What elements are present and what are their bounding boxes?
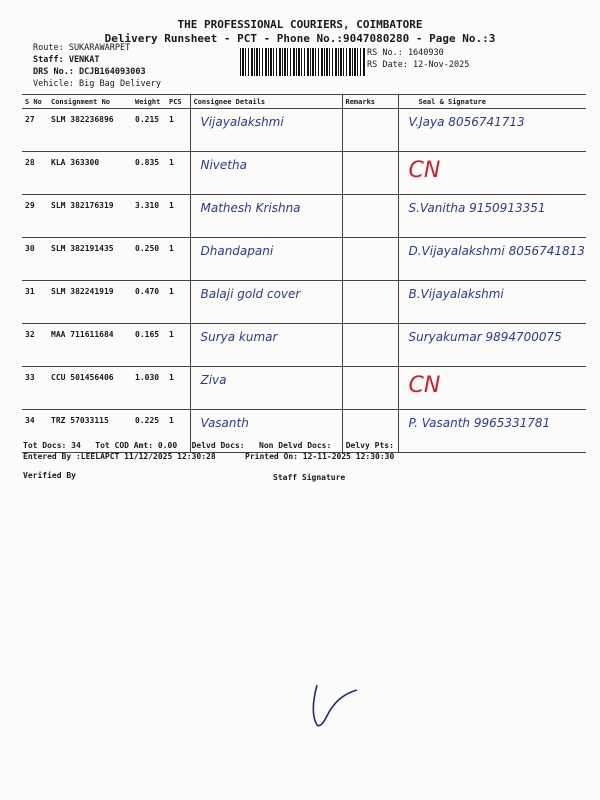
cell-pcs: 1 xyxy=(166,281,190,324)
footer-totals xyxy=(23,441,394,450)
staff-signature-mark xyxy=(305,680,360,730)
cell-signature xyxy=(398,324,586,367)
handwritten-signature: CN xyxy=(408,158,441,183)
delvd-docs: Delvd Docs: xyxy=(191,441,245,450)
cell-sno: 27 xyxy=(22,109,48,152)
tot-cod: Tot COD Amt: 0.00 xyxy=(95,441,178,450)
cell-weight: 0.215 xyxy=(132,109,166,152)
cell-pcs: 1 xyxy=(166,109,190,152)
company-title: THE PROFESSIONAL COURIERS, COIMBATORE xyxy=(177,18,423,31)
cell-pcs: 1 xyxy=(166,195,190,238)
col-consignee: Consignee Details xyxy=(190,95,342,109)
cell-signature xyxy=(398,152,586,195)
delvy-pts: Delvy Pts: xyxy=(345,441,394,450)
table-row xyxy=(22,195,586,238)
handwritten-signature: B.Vijayalakshmi xyxy=(408,287,504,301)
handwritten-consignee: Nivetha xyxy=(200,158,247,172)
cell-pcs: 1 xyxy=(166,152,190,195)
table-header xyxy=(22,95,586,109)
cell-signature xyxy=(398,281,586,324)
cell-consignment: MAA 711611684 xyxy=(48,324,132,367)
runsheet-table xyxy=(22,94,586,453)
col-sno: S No xyxy=(22,95,48,109)
cell-sno: 32 xyxy=(22,324,48,367)
cell-signature xyxy=(398,195,586,238)
cell-pcs: 1 xyxy=(166,238,190,281)
handwritten-consignee: Mathesh Krishna xyxy=(200,201,301,215)
rs-date: RS Date: 12-Nov-2025 xyxy=(367,60,470,70)
cell-consignee xyxy=(190,238,342,281)
cell-weight: 0.835 xyxy=(132,152,166,195)
table-row xyxy=(22,324,586,367)
cell-remarks xyxy=(342,238,398,281)
cell-sno: 31 xyxy=(22,281,48,324)
cell-signature xyxy=(398,367,586,410)
handwritten-consignee: Vasanth xyxy=(200,416,249,430)
cell-sno: 30 xyxy=(22,238,48,281)
table-row xyxy=(22,367,586,410)
rs-no: RS No.: 1640930 xyxy=(367,48,444,58)
cell-pcs: 1 xyxy=(166,367,190,410)
cell-weight: 0.470 xyxy=(132,281,166,324)
route-label: Route: SUKARAWARPET xyxy=(33,43,131,53)
cell-remarks xyxy=(342,109,398,152)
cell-weight: 0.165 xyxy=(132,324,166,367)
cell-consignment: CCU 501456406 xyxy=(48,367,132,410)
cell-consignment: SLM 382241919 xyxy=(48,281,132,324)
cell-sno: 34 xyxy=(22,410,48,453)
vehicle-label: Vehicle: Big Bag Delivery xyxy=(33,79,161,89)
entered-by: Entered By :LEELAPCT 11/12/2025 12:30:28 xyxy=(23,452,216,461)
cell-consignee xyxy=(190,109,342,152)
cell-remarks xyxy=(342,152,398,195)
table-row xyxy=(22,109,586,152)
cell-consignment: SLM 382191435 xyxy=(48,238,132,281)
cell-remarks xyxy=(342,324,398,367)
handwritten-signature: CN xyxy=(408,373,441,398)
cell-weight: 3.310 xyxy=(132,195,166,238)
cell-consignee xyxy=(190,195,342,238)
col-weight: Weight xyxy=(132,95,166,109)
handwritten-consignee: Vijayalakshmi xyxy=(200,115,284,129)
tot-docs: Tot Docs: 34 xyxy=(23,441,81,450)
handwritten-signature: Suryakumar 9894700075 xyxy=(408,330,562,344)
cell-sno: 29 xyxy=(22,195,48,238)
cell-signature xyxy=(398,238,586,281)
cell-sno: 33 xyxy=(22,367,48,410)
cell-weight: 1.030 xyxy=(132,367,166,410)
cell-weight: 0.250 xyxy=(132,238,166,281)
cell-signature xyxy=(398,410,586,453)
handwritten-signature: D.Vijayalakshmi 8056741813 xyxy=(408,244,585,258)
staff-label: Staff: VENKAT xyxy=(33,55,100,65)
handwritten-consignee: Ziva xyxy=(200,373,227,387)
cell-remarks xyxy=(342,281,398,324)
col-pcs: PCS xyxy=(166,95,190,109)
col-remarks: Remarks xyxy=(342,95,398,109)
table-row xyxy=(22,281,586,324)
handwritten-consignee: Dhandapani xyxy=(200,244,274,258)
handwritten-signature: P. Vasanth 9965331781 xyxy=(408,416,551,430)
cell-weight: 0.225 xyxy=(132,410,166,453)
table-row xyxy=(22,238,586,281)
verified-by: Verified By xyxy=(23,471,76,480)
cell-consignment: SLM 382236896 xyxy=(48,109,132,152)
handwritten-signature: S.Vanitha 9150913351 xyxy=(408,201,546,215)
non-delvd-docs: Non Delvd Docs: xyxy=(259,441,332,450)
cell-consignment: KLA 363300 xyxy=(48,152,132,195)
staff-signature-label: Staff Signature xyxy=(273,473,346,482)
handwritten-signature: V.Jaya 8056741713 xyxy=(408,115,525,129)
barcode xyxy=(240,48,365,76)
cell-consignment: TRZ 57033115 xyxy=(48,410,132,453)
cell-consignment: SLM 382176319 xyxy=(48,195,132,238)
table-row xyxy=(22,152,586,195)
runsheet-title: Delivery Runsheet - PCT - Phone No.:9047080280 - Page No.:3 xyxy=(104,32,496,45)
col-signature: Seal & Signature xyxy=(398,95,586,109)
col-consignment: Consignment No xyxy=(48,95,132,109)
cell-pcs: 1 xyxy=(166,324,190,367)
drs-label: DRS No.: DCJB164093003 xyxy=(33,67,146,77)
cell-consignee xyxy=(190,281,342,324)
cell-consignee xyxy=(190,152,342,195)
cell-remarks xyxy=(342,195,398,238)
cell-consignee xyxy=(190,367,342,410)
cell-consignee xyxy=(190,324,342,367)
printed-on: Printed On: 12-11-2025 12:30:30 xyxy=(245,452,395,461)
cell-signature xyxy=(398,109,586,152)
cell-pcs: 1 xyxy=(166,410,190,453)
cell-sno: 28 xyxy=(22,152,48,195)
handwritten-consignee: Surya kumar xyxy=(200,330,278,344)
handwritten-consignee: Balaji gold cover xyxy=(200,287,301,301)
cell-remarks xyxy=(342,367,398,410)
